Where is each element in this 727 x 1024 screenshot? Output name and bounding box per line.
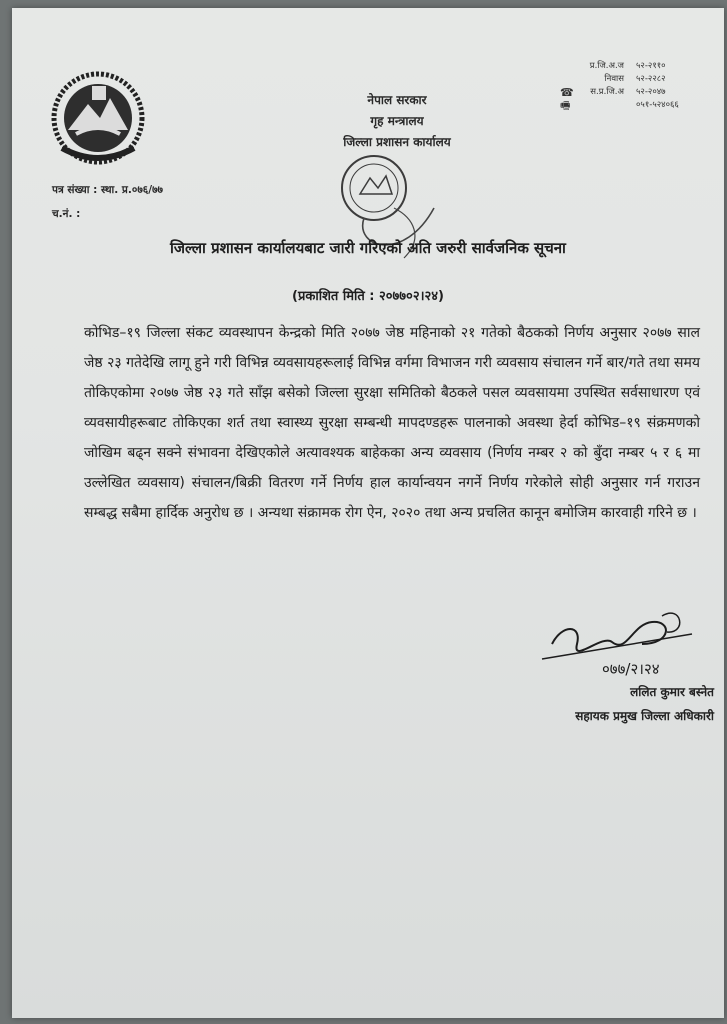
fax-icon: 🖷 (560, 99, 571, 112)
signatory-block (482, 680, 714, 728)
ref-number: पत्र संख्या : स्था. प्र.०७६/७७ (52, 184, 164, 196)
nepal-emblem-icon (48, 68, 148, 168)
phone-icon: ☎ (560, 86, 574, 99)
govt-line-2: गृह मन्त्रालय (370, 114, 424, 128)
dispatch-number: च.नं. : (52, 208, 81, 220)
contact-row: 🖷 ०५१-५२४०६६ (560, 99, 679, 112)
handwritten-date: ०७७/२।२४ (602, 660, 660, 678)
notice-body: कोभिड–१९ जिल्ला संकट व्यवस्थापन केन्द्रको मिति २०७७ जेष्ठ महिनाको २१ गतेको बैठकको निर्णय अनुसार २०७७ साल जेष्ठ २३ गतेदेखि लागू हुने गरी विभिन्न व्यवसायहरूलाई विभिन्न वर्गमा विभाजन गरी व्यवसाय संचालन गर्ने बार/गते तथा समय तोकिएकोमा २०७७ जेष्ठ २३ गते साँझ बसेको जिल्ला सुरक्षा समितिको बैठकले पसल व्यवसायमा उपस्थित सर्वसाधारण एवं व्यवसायीहरूबाट तोकिएका शर्त तथा स्वास्थ्य सुरक्षा सम्बन्धी मापदण्डहरू पालनाको अवस्था हेर्दा कोभिड–१९ संक्रमणको जोखिम बढ्न सक्ने संभावना देखिएकोले अत्यावश्यक बाहेकका अन्य व्यवसाय (निर्णय नम्बर २ को बुँदा नम्बर ५ र ६ मा उल्लेखित व्यवसाय) संचालन/बिक्री वितरण गर्ने निर्णय हाल कार्यान्वयन नगर्ने निर्णय गरेकोले सोही अनुसार गर्न गराउन सम्बद्ध सबैमा हार्दिक अनुरोध छ । अन्यथा संक्रामक रोग ऐन, २०२० तथा अन्य प्रचलित कानून बमोजिम कारवाही गरिने छ । (84, 325, 700, 521)
reference-block (52, 178, 163, 226)
contact-row: प्र.जि.अ.ज ५२-२११० (589, 61, 666, 71)
contact-row: निवास ५२-२२८२ (604, 74, 666, 84)
notice-paper (12, 8, 724, 1018)
signatory-name: ललित कुमार बस्नेत (630, 685, 714, 699)
govt-line-1: नेपाल सरकार (367, 93, 427, 107)
office-header (312, 90, 482, 153)
notice-title: जिल्ला प्रशासन कार्यालयबाट जारी गरिएको अति जरुरी सार्वजनिक सूचना (170, 239, 566, 257)
published-date: (प्रकाशित मिति : २०७७०२।२४) (292, 289, 444, 304)
contact-numbers (560, 60, 679, 112)
contact-row: ☎ स.प्र.जि.अ ५२-२०४७ (560, 86, 666, 99)
signatory-designation: सहायक प्रमुख जिल्ला अधिकारी (575, 709, 714, 723)
govt-line-3: जिल्ला प्रशासन कार्यालय (343, 135, 451, 149)
